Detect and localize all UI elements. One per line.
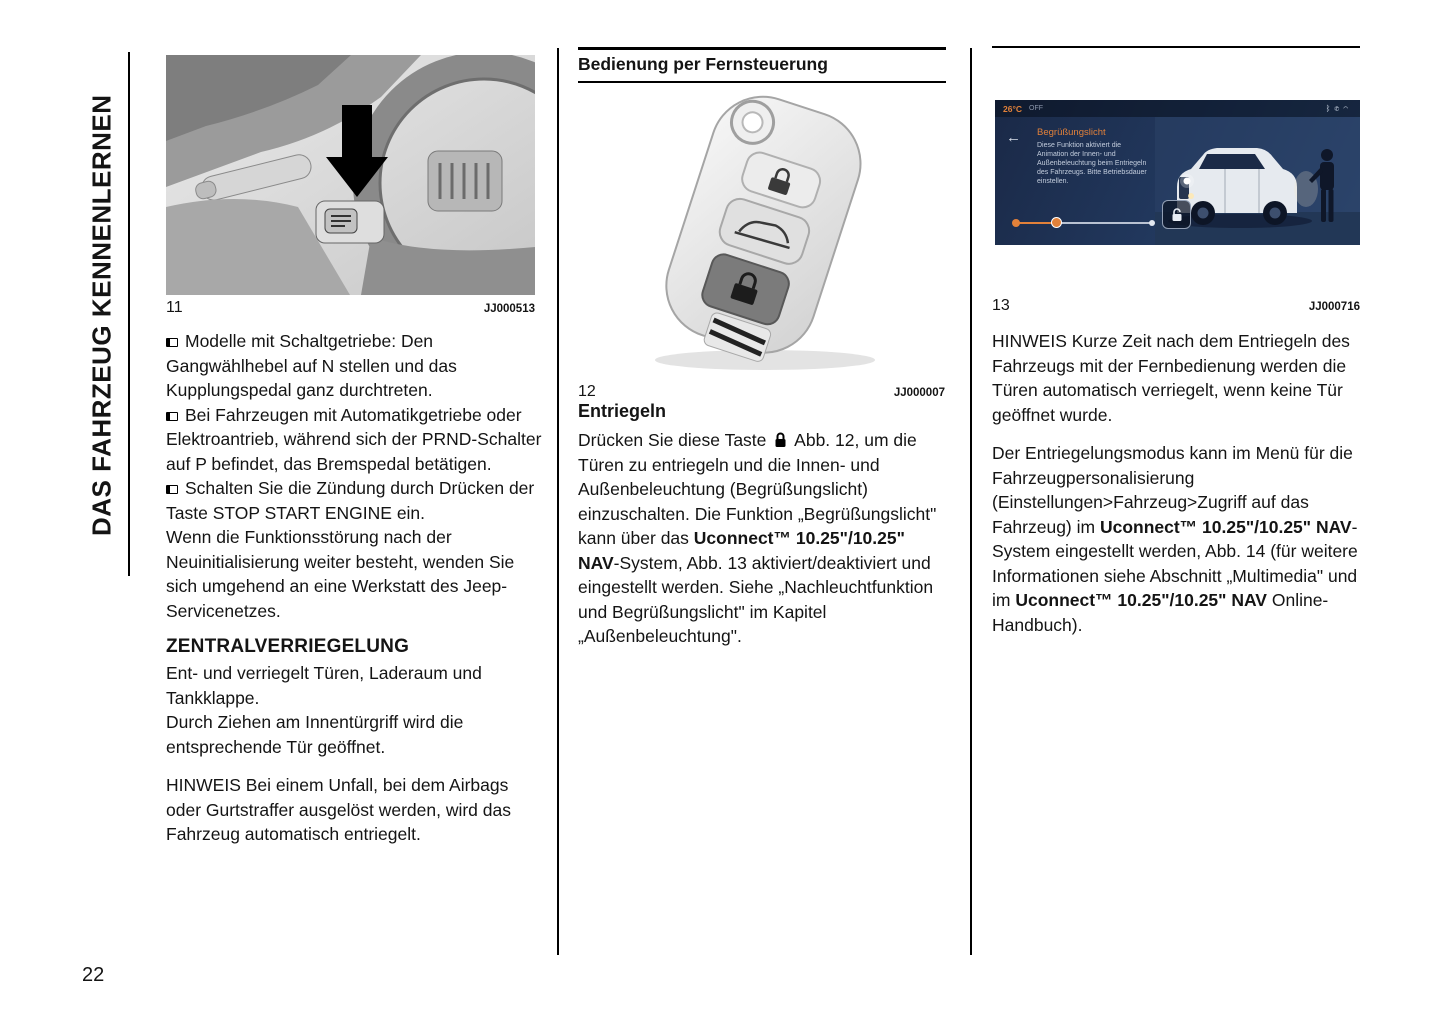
phone-icon: ✆ — [1334, 104, 1344, 113]
column-2-text — [578, 401, 944, 649]
column-divider-2 — [970, 48, 972, 955]
column-divider-1 — [557, 48, 559, 955]
figure-12-code: JJ000007 — [893, 387, 945, 399]
slider-handle — [1051, 217, 1062, 228]
bullet-item — [166, 476, 544, 525]
figure-11-code: JJ000513 — [483, 303, 535, 315]
column-3-text — [992, 329, 1364, 637]
bullet-item — [166, 403, 544, 477]
uconnect-bold: Uconnect™ 10.25"/10.25" NAV — [578, 528, 905, 573]
door-handle-paragraph: Durch Ziehen am Innentürgriff wird die entsprechende Tür geöffnet. — [166, 712, 464, 757]
key-fob-svg — [590, 92, 930, 380]
bullet-text: Bei Fahrzeugen mit Automatikgetriebe oder Elektroantrieb, während sich der PRND-Schalter auf P befindet, das Bremspedal betätigen. — [166, 404, 542, 474]
screen-description: Diese Funktion aktiviert die Animation der Innen- und Außenbeleuchtung beim Entriegeln des Fahrzeugs. Bitte Betriebsdauer einstellen. — [1037, 142, 1147, 185]
service-paragraph: Wenn die Funktionsstörung nach der Neuinitialisierung weiter besteht, wenden Sie sich umgehend an eine Werkstatt des Jeep-Servicenetzes. — [166, 527, 515, 621]
unlock-paragraph — [578, 428, 944, 649]
dashboard-illustration-svg — [166, 55, 535, 295]
figure-12-number: 12 — [578, 383, 596, 400]
screen-lock-button — [1162, 200, 1191, 229]
figure-11-dashboard-illustration — [166, 55, 535, 295]
bluetooth-icon: ᛒ — [1325, 104, 1335, 113]
figure-12-caption — [578, 383, 945, 401]
chapter-rule — [128, 52, 130, 576]
text-segment: Abb. 12, um die Türen zu entriegeln und die Innen- und Außenbeleuchtung (Begrüßungslicht) einzuschalten. Die Funktion „Begrüßungslicht" kann über das — [578, 430, 937, 548]
figure-11-caption — [166, 299, 535, 317]
uconnect-screen — [995, 100, 1360, 245]
text-segment: Drücken Sie diese Taste — [578, 430, 772, 450]
uconnect-bold: Uconnect™ 10.25"/10.25" NAV — [1015, 590, 1267, 610]
note-paragraph: HINWEIS Kurze Zeit nach dem Entriegeln des Fahrzeugs mit der Fernbedienung werden die Türen automatisch verriegelt, wenn keine Tür geöffnet wurde. — [992, 331, 1350, 425]
column-1-text — [166, 329, 544, 847]
checkbox-bullet-icon — [166, 412, 178, 421]
screen-title: Begrüßungslicht — [1037, 127, 1106, 138]
page-number: 22 — [82, 964, 105, 986]
duration-slider — [1015, 217, 1153, 229]
figure-13-caption — [992, 297, 1360, 315]
figure-11-number: 11 — [166, 299, 183, 316]
chapter-title-vertical: DAS FAHRZEUG KENNENLERNEN — [86, 94, 117, 536]
unlock-mode-paragraph — [992, 441, 1364, 637]
climate-off-label: OFF — [1029, 105, 1043, 112]
central-locking-paragraph: Ent- und verriegelt Türen, Laderaum und Tankklappe. — [166, 663, 482, 708]
wifi-icon: ◠ — [1343, 104, 1352, 113]
note-paragraph: HINWEIS Bei einem Unfall, bei dem Airbags oder Gurtstraffer ausgelöst werden, wird das Fahrzeug automatisch entriegelt. — [166, 775, 511, 844]
status-icons — [1326, 104, 1352, 113]
screen-status-bar — [995, 100, 1360, 117]
figure-13-code: JJ000716 — [1308, 301, 1360, 313]
subheading-entriegeln: Entriegeln — [578, 401, 667, 421]
text-segment: Online-Handbuch). — [992, 590, 1329, 635]
checkbox-bullet-icon — [166, 485, 178, 494]
column-2-header: Bedienung per Fernsteuerung — [578, 47, 946, 83]
slider-start-dot — [1012, 219, 1020, 227]
figure-13-number: 13 — [992, 297, 1010, 314]
uconnect-bold: Uconnect™ 10.25"/10.25" NAV — [1099, 516, 1352, 537]
text-segment: Der Entriegelungsmodus kann im Menü für die Fahrzeugpersonalisierung (Einstellungen>Fahrzeug>Zugriff auf das Fahrzeug) im — [992, 443, 1353, 537]
lock-icon — [774, 432, 787, 448]
text-segment: -System eingestellt werden, Abb. 14 (für weitere Informationen siehe Abschnitt „Multimedia" und im — [992, 516, 1358, 610]
checkbox-bullet-icon — [166, 338, 178, 347]
lock-open-icon — [1171, 208, 1183, 222]
bullet-text: Schalten Sie die Zündung durch Drücken der Taste STOP START ENGINE ein. — [166, 478, 535, 523]
bullet-text: Modelle mit Schaltgetriebe: Den Gangwählhebel auf N stellen und das Kupplungspedal ganz durchtreten. — [166, 331, 457, 400]
figure-13-uconnect-screenshot — [995, 100, 1360, 245]
back-arrow-icon: ← — [1006, 129, 1021, 146]
bullet-item — [166, 329, 544, 403]
column-3-top-rule — [992, 46, 1360, 48]
temperature-reading: 26°C — [1003, 103, 1022, 114]
figure-12-key-fob-illustration — [590, 92, 930, 380]
text-segment: -System, Abb. 13 aktiviert/deaktiviert und eingestellt werden. Siehe „Nachleuchtfunktion und Begrüßungslicht" im Kapitel „Außenbeleuchtung". — [578, 552, 934, 646]
section-heading-zentralverriegelung: ZENTRALVERRIEGELUNG — [166, 636, 410, 657]
